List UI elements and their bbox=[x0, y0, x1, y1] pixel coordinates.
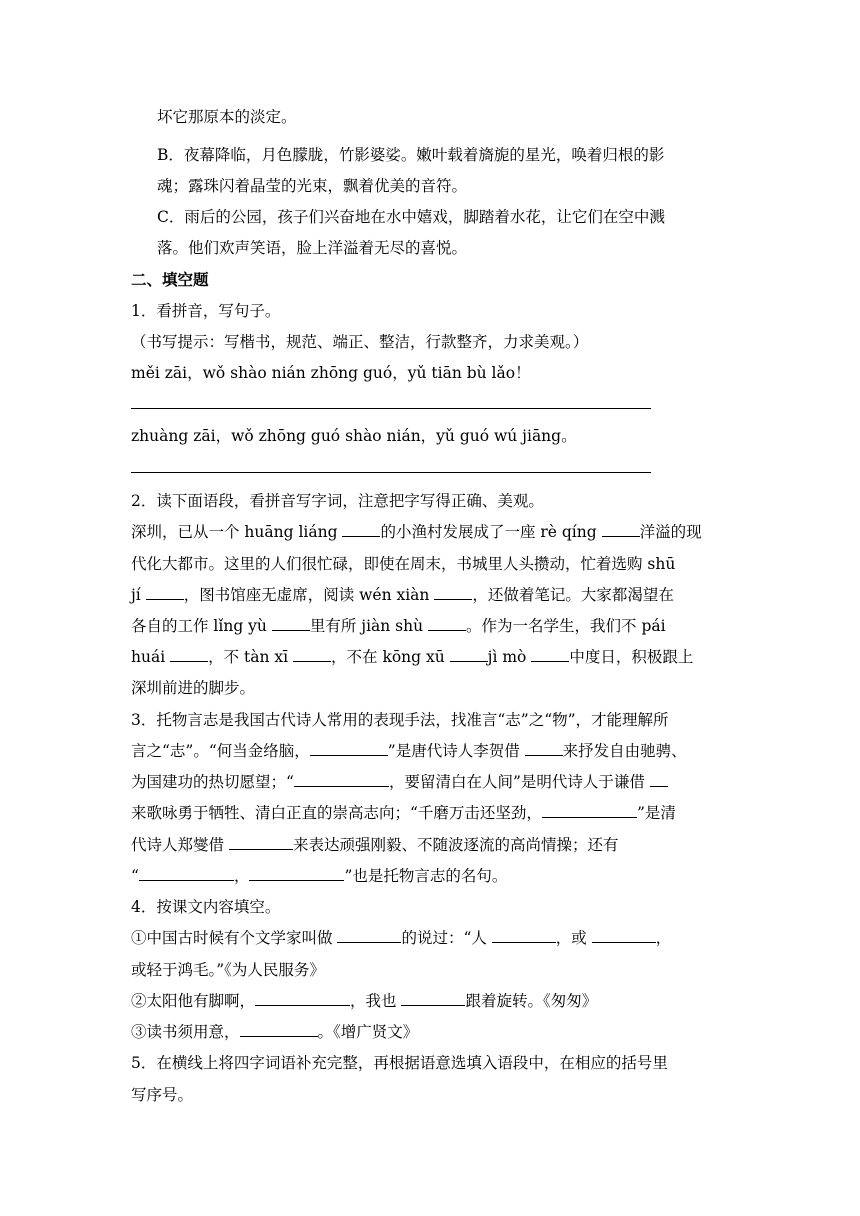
blank[interactable] bbox=[146, 585, 184, 600]
q4-title: 4．按课文内容填空。 bbox=[131, 898, 281, 916]
q1-answer-line-2[interactable] bbox=[131, 472, 651, 473]
blank[interactable] bbox=[272, 616, 310, 631]
blank[interactable] bbox=[294, 772, 389, 787]
q3-line-5: 代诗人郑燮借 来表达顽强刚毅、不随波逐流的高尚情操；还有 bbox=[131, 836, 619, 854]
blank[interactable] bbox=[249, 866, 344, 881]
blank[interactable] bbox=[428, 616, 466, 631]
q1-answer-line-1[interactable] bbox=[131, 408, 651, 409]
option-b-line-1: B．夜幕降临，月色朦胧，竹影婆娑。嫩叶载着旖旎的星光，唤着归根的影 bbox=[157, 146, 665, 164]
q3-line-6: “ ， ”也是托物言志的名句。 bbox=[131, 867, 508, 885]
blank[interactable] bbox=[293, 647, 331, 662]
blank[interactable] bbox=[525, 741, 563, 756]
q3-line-2: 言之“志”。“何当金络脑， ”是唐代诗人李贺借 来抒发自由驰骋、 bbox=[131, 742, 687, 760]
q1-title: 1．看拼音，写句子。 bbox=[131, 302, 281, 320]
blank[interactable] bbox=[170, 647, 208, 662]
blank[interactable] bbox=[434, 585, 472, 600]
option-c-line-2: 落。他们欢声笑语，脸上洋溢着无尽的喜悦。 bbox=[157, 239, 468, 257]
q4-line-2: 或轻于鸿毛。”《为人民服务》 bbox=[131, 961, 325, 979]
blank[interactable] bbox=[602, 522, 640, 537]
q3-line-3: 为国建功的热切愿望；“ ，要留清白在人间”是明代诗人于谦借 bbox=[131, 772, 731, 792]
option-a-continuation: 坏它那原本的淡定。 bbox=[157, 108, 297, 126]
q3-line-1: 3．托物言志是我国古代诗人常用的表现手法，找准言“志”之“物”，才能理解所 bbox=[131, 711, 669, 729]
section-heading: 二、填空题 bbox=[131, 270, 209, 289]
q1-writing-tip: （书写提示：写楷书，规范、端正、整洁，行款整齐，力求美观。） bbox=[131, 333, 589, 351]
blank[interactable] bbox=[255, 991, 350, 1006]
blank[interactable] bbox=[337, 928, 401, 943]
blank[interactable] bbox=[401, 991, 465, 1006]
q2-line-6: 深圳前进的脚步。 bbox=[131, 679, 256, 697]
blank[interactable] bbox=[542, 803, 637, 818]
q2-line-5: huái ，不 tàn xī ，不在 kōng xū jì mò 中度日，积极跟上 bbox=[131, 648, 694, 666]
blank[interactable] bbox=[310, 741, 388, 756]
option-c-line-1: C．雨后的公园，孩子们兴奋地在水中嬉戏，脚踏着水花，让它们在空中溅 bbox=[157, 208, 665, 226]
q5-line-1: 5．在横线上将四字词语补充完整，再根据语意选填入语段中，在相应的括号里 bbox=[131, 1054, 668, 1072]
q4-line-1: ①中国古时候有个文学家叫做 的说过：“人 ，或 ， bbox=[131, 929, 672, 947]
blank[interactable] bbox=[592, 928, 656, 943]
q1-pinyin-1: měi zāi，wǒ shào nián zhōng guó，yǔ tiān bù lǎo！ bbox=[131, 364, 531, 382]
q4-line-4: ③读书须用意， 。《增广贤文》 bbox=[131, 1023, 419, 1041]
q2-line-3: jí ，图书馆座无虚席，阅读 wén xiàn ，还做着笔记。大家都渴望在 bbox=[131, 586, 674, 604]
blank[interactable] bbox=[229, 835, 293, 850]
q1-pinyin-2: zhuàng zāi，wǒ zhōng guó shào nián，yǔ guó wú jiāng。 bbox=[131, 427, 577, 445]
q3-line-4: 来歌咏勇于牺牲、清白正直的崇高志向；“千磨万击还坚劲， ”是清 bbox=[131, 804, 676, 822]
blank[interactable] bbox=[240, 1022, 318, 1037]
blank[interactable] bbox=[450, 647, 488, 662]
blank[interactable] bbox=[342, 522, 380, 537]
q2-line-1: 深圳，已从一个 huāng liáng 的小渔村发展成了一座 rè qíng 洋溢的现 bbox=[131, 523, 702, 541]
option-b-line-2: 魂；露珠闪着晶莹的光束，飘着优美的音符。 bbox=[157, 177, 468, 195]
blank[interactable] bbox=[650, 772, 668, 787]
q2-line-4: 各自的工作 lǐng yù 里有所 jiàn shù 。作为一名学生，我们不 pái bbox=[131, 617, 666, 635]
blank[interactable] bbox=[531, 647, 569, 662]
q2-title: 2．读下面语段，看拼音写字词，注意把字写得正确、美观。 bbox=[131, 492, 544, 510]
blank[interactable] bbox=[139, 866, 234, 881]
q5-line-2: 写序号。 bbox=[131, 1086, 194, 1104]
q4-line-3: ②太阳他有脚啊， ，我也 跟着旋转。《匆匆》 bbox=[131, 992, 598, 1010]
q2-line-2: 代化大都市。这里的人们很忙碌，即使在周末，书城里人头攒动，忙着选购 shū bbox=[131, 555, 676, 573]
blank[interactable] bbox=[492, 928, 556, 943]
